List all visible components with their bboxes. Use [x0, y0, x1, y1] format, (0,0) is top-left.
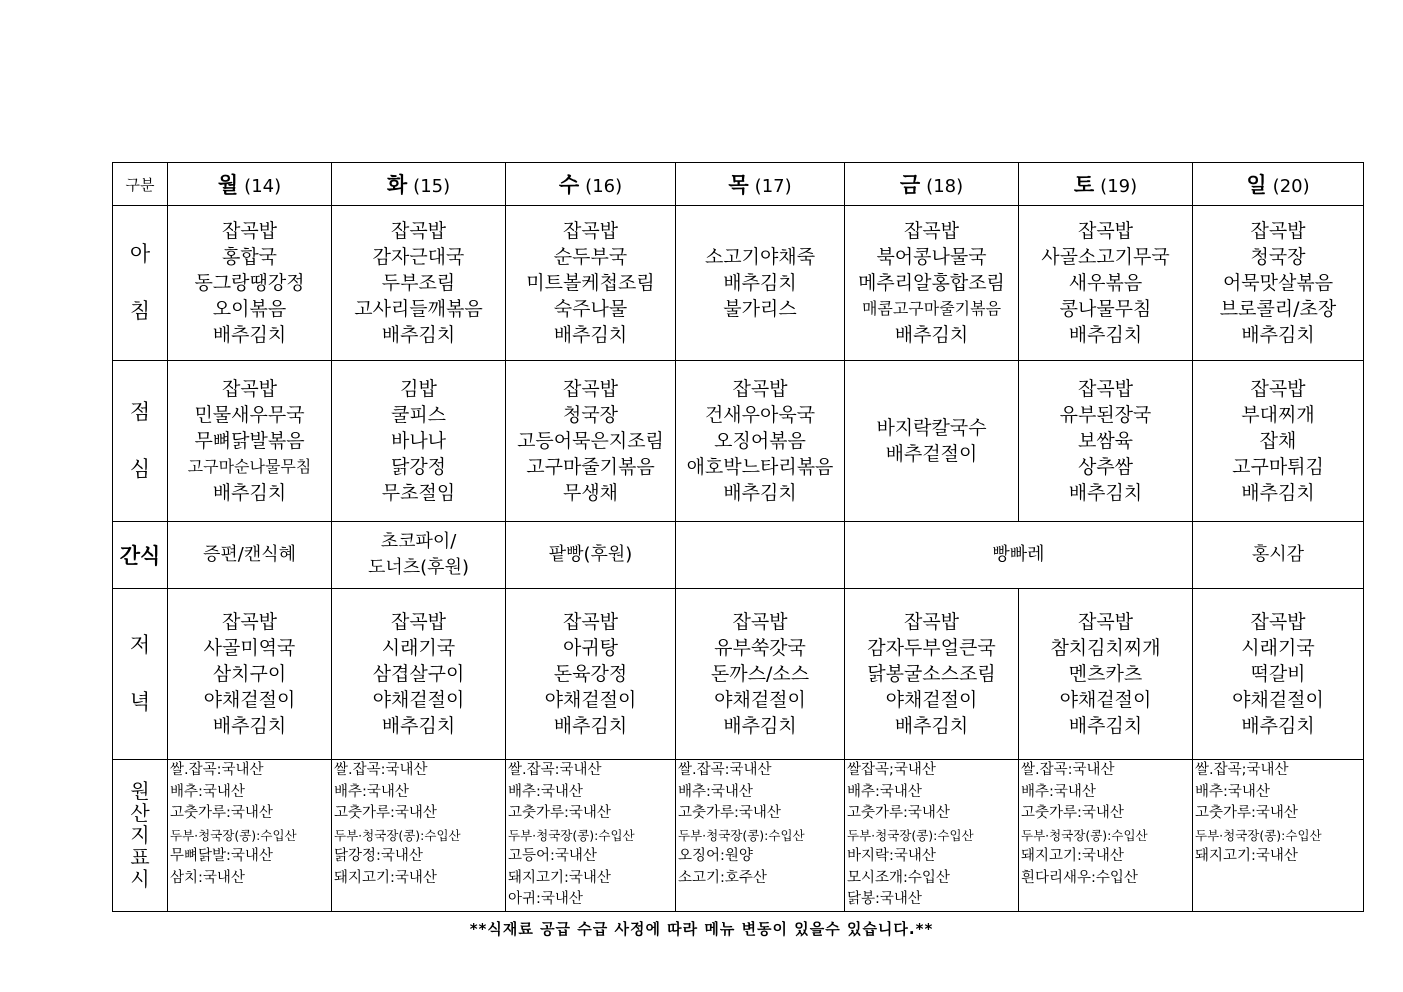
- origin-item: 고춧가루:국내산: [847, 805, 950, 821]
- origin-cell-wed: [506, 760, 676, 912]
- menu-item: 시래기국: [1241, 637, 1315, 659]
- menu-item: 잡곡밥: [732, 611, 788, 633]
- lunch-row: [113, 361, 1364, 522]
- menu-item: 삼치구이: [212, 663, 287, 685]
- dinner-cell-tue: [332, 589, 506, 760]
- origin-item: 닭강정:국내산: [334, 848, 423, 864]
- day-name: 금: [899, 173, 921, 197]
- origin-item: 무뼈닭발:국내산: [170, 848, 273, 864]
- breakfast-row: [113, 206, 1364, 361]
- menu-item: 불가리스: [723, 298, 797, 320]
- day-number: (18): [926, 176, 964, 197]
- menu-item: 홍합국: [221, 246, 278, 268]
- menu-item: 감자근대국: [372, 246, 465, 268]
- menu-item: 잡곡밥: [562, 220, 619, 242]
- origin-item: 배추:국내산: [678, 783, 753, 800]
- menu-item: 메추리알홍합조림: [858, 272, 1005, 294]
- menu-item: 잡곡밥: [1250, 378, 1306, 400]
- menu-item: 잡곡밥: [903, 611, 960, 633]
- menu-item: 부대찌개: [1241, 404, 1315, 426]
- menu-item: 잡곡밥: [1250, 220, 1306, 242]
- origin-row: [113, 760, 1364, 912]
- origin-item: 닭봉:국내산: [847, 891, 922, 907]
- origin-item: 오징어:원양: [678, 848, 753, 864]
- menu-item: 매콤고구마줄기볶음: [861, 299, 1002, 318]
- menu-item: 야채겉절이: [885, 689, 978, 711]
- menu-item: 소고기야채죽: [704, 246, 816, 268]
- label-char: 지: [130, 823, 150, 848]
- menu-item: 배추김치: [553, 324, 628, 346]
- menu-item: 닭강정: [390, 456, 447, 478]
- menu-item: 야채겉절이: [1232, 689, 1324, 711]
- label-char: 녁: [129, 690, 151, 714]
- menu-item: 사골소고기무국: [1041, 246, 1170, 268]
- origin-item: 쌀.잡곡:국내산: [1021, 762, 1115, 778]
- menu-item: 잡곡밥: [1077, 220, 1134, 242]
- menu-item: 김밥: [400, 378, 437, 400]
- dinner-row: [113, 589, 1364, 760]
- origin-item: 돼지고기:국내산: [1195, 848, 1298, 864]
- menu-item: 아귀탕: [562, 637, 619, 659]
- menu-item: 고사리들깨볶음: [354, 298, 483, 320]
- day-header-thu: [676, 163, 845, 206]
- menu-item: 참치김치찌개: [1050, 637, 1161, 659]
- dinner-cell-fri: [845, 589, 1019, 760]
- menu-item: 잡곡밥: [903, 220, 960, 242]
- origin-item: 돼지고기:국내산: [508, 869, 611, 886]
- menu-item: 돈육강정: [553, 663, 628, 685]
- menu-item: 두부조림: [381, 272, 456, 294]
- origin-item: 돼지고기:국내산: [1021, 848, 1124, 864]
- menu-item: 증편/캔식혜: [202, 544, 296, 565]
- day-number: (17): [754, 176, 792, 197]
- menu-item: 새우볶음: [1068, 272, 1143, 294]
- origin-item: 고춧가루:국내산: [508, 805, 611, 821]
- breakfast-cell-tue: [332, 206, 506, 361]
- menu-item: 시래기국: [381, 637, 456, 659]
- menu-item: 애호박느타리볶음: [686, 456, 834, 478]
- origin-cell-fri: [845, 760, 1019, 912]
- menu-item: 배추김치: [894, 715, 969, 737]
- menu-item: 배추김치: [553, 715, 628, 737]
- menu-item: 야채겉절이: [372, 689, 465, 711]
- menu-item: 북어콩나물국: [876, 246, 987, 268]
- menu-item: 배추김치: [1068, 715, 1143, 737]
- menu-item: 바지락칼국수: [876, 417, 987, 439]
- origin-cell-thu: [676, 760, 845, 912]
- origin-item: 두부·청국장(콩):수입산: [847, 827, 974, 843]
- origin-item: 두부·청국장(콩):수입산: [678, 827, 805, 843]
- snack-cell-sun: [1193, 522, 1364, 589]
- menu-item: 야채겉절이: [714, 689, 806, 711]
- menu-item: 배추김치: [381, 715, 456, 737]
- breakfast-cell-sat: [1019, 206, 1193, 361]
- label-char: 산: [130, 801, 150, 826]
- menu-item: 콩나물무침: [1059, 298, 1152, 320]
- menu-item: 오징어볶음: [714, 430, 806, 452]
- label-char: 표: [130, 845, 150, 870]
- origin-item: 모시조개:수입산: [847, 869, 950, 886]
- lunch-cell-wed: [506, 361, 676, 522]
- menu-item: 잡곡밥: [390, 220, 447, 242]
- origin-item: 쌀.잡곡:국내산: [334, 762, 428, 778]
- snack-cell-tue: [332, 522, 506, 589]
- day-number: (16): [585, 176, 623, 197]
- menu-item: 야채겉절이: [203, 689, 296, 711]
- label-char: 시: [130, 867, 150, 892]
- breakfast-cell-fri: [845, 206, 1019, 361]
- menu-item: 무초절임: [381, 482, 456, 504]
- menu-item: 배추김치: [894, 324, 969, 346]
- origin-item: 쌀.잡곡:국내산: [678, 762, 772, 778]
- day-number: (19): [1100, 176, 1138, 197]
- menu-item: 배추김치: [723, 715, 797, 737]
- lunch-cell-tue: [332, 361, 506, 522]
- menu-item: 잡곡밥: [221, 378, 278, 400]
- origin-item: 두부·청국장(콩):수입산: [1021, 827, 1148, 843]
- menu-item: 삼겹살구이: [372, 663, 465, 685]
- snack-cell-wed: [506, 522, 676, 589]
- menu-item: 청국장: [1250, 246, 1306, 268]
- origin-item: 아귀:국내산: [508, 891, 583, 907]
- menu-item: 잡곡밥: [221, 611, 278, 633]
- header-row: [113, 163, 1364, 206]
- menu-item: 야채겉절이: [1059, 689, 1152, 711]
- menu-item: 잡곡밥: [562, 611, 619, 633]
- origin-item: 배추:국내산: [334, 783, 409, 800]
- day-header-wed: [506, 163, 676, 206]
- origin-item: 쌀.잡곡:국내산: [170, 762, 264, 778]
- menu-item: 고구마줄기볶음: [526, 456, 655, 478]
- origin-item: 배추:국내산: [170, 783, 245, 800]
- menu-item: 고등어묵은지조림: [517, 430, 664, 452]
- menu-item: 잡곡밥: [732, 378, 788, 400]
- dinner-cell-wed: [506, 589, 676, 760]
- snack-cell-mon: [168, 522, 332, 589]
- weekly-menu-table: [112, 162, 1364, 912]
- dinner-cell-sun: [1193, 589, 1364, 760]
- origin-cell-tue: [332, 760, 506, 912]
- origin-item: 삼치:국내산: [170, 869, 245, 886]
- dinner-label: [113, 589, 168, 760]
- lunch-cell-sat: [1019, 361, 1193, 522]
- menu-item: 어묵맛살볶음: [1222, 272, 1334, 294]
- menu-item: 숙주나물: [553, 298, 628, 320]
- menu-item: 보쌈육: [1077, 430, 1134, 452]
- snack-cell-thu: [676, 522, 845, 589]
- menu-item: 오이볶음: [212, 298, 287, 320]
- origin-item: 고춧가루:국내산: [334, 805, 437, 821]
- day-name: 목: [728, 173, 749, 197]
- lunch-cell-mon: [168, 361, 332, 522]
- menu-item: 잡채: [1259, 430, 1297, 452]
- label-char: 점: [129, 399, 151, 424]
- corner-label: 구분: [113, 163, 168, 206]
- menu-item: 배추김치: [1241, 324, 1315, 346]
- menu-item: 배추김치: [381, 324, 456, 346]
- menu-item: 잡곡밥: [562, 378, 619, 400]
- origin-item: 배추:국내산: [1195, 783, 1270, 800]
- day-header-mon: [168, 163, 332, 206]
- lunch-cell-fri: [845, 361, 1019, 522]
- menu-item: 감자두부얼큰국: [867, 637, 996, 659]
- origin-item: 돼지고기:국내산: [334, 869, 437, 886]
- breakfast-cell-thu: [676, 206, 845, 361]
- origin-label: [113, 760, 168, 912]
- day-number: (20): [1272, 176, 1310, 197]
- lunch-cell-thu: [676, 361, 845, 522]
- menu-item: 배추겉절이: [885, 443, 978, 465]
- origin-item: 두부·청국장(콩):수입산: [508, 827, 635, 843]
- lunch-label: [113, 361, 168, 522]
- menu-item: 돈까스/소스: [710, 663, 810, 685]
- origin-cell-sun: [1193, 760, 1364, 912]
- day-name: 토: [1073, 173, 1095, 197]
- origin-item: 배추:국내산: [1021, 783, 1096, 800]
- menu-item: 배추김치: [723, 272, 797, 294]
- menu-item: 배추김치: [212, 324, 287, 346]
- menu-item: 유부된장국: [1059, 404, 1152, 426]
- breakfast-cell-sun: [1193, 206, 1364, 361]
- dinner-cell-mon: [168, 589, 332, 760]
- origin-item: 쌀.잡곡;국내산: [1195, 762, 1289, 778]
- menu-item: 멘츠카츠: [1068, 663, 1143, 685]
- menu-item: 건새우아욱국: [704, 404, 816, 426]
- menu-item: 배추김치: [1241, 715, 1315, 737]
- day-name: 수: [558, 173, 580, 197]
- menu-item: 떡갈비: [1250, 663, 1306, 685]
- label-char: 침: [129, 299, 151, 323]
- day-header-tue: [332, 163, 506, 206]
- label-char: 심: [129, 457, 151, 481]
- menu-item: 민물새우무국: [194, 404, 305, 426]
- day-header-fri: [845, 163, 1019, 206]
- menu-item: 배추김치: [212, 482, 287, 504]
- origin-item: 두부·청국장(콩):수입산: [1195, 827, 1322, 843]
- menu-item: 유부쑥갓국: [714, 637, 806, 659]
- origin-item: 배추:국내산: [508, 783, 583, 800]
- menu-item: 도너츠(후원): [368, 557, 469, 578]
- menu-item: 무생채: [562, 482, 619, 504]
- origin-item: 고춧가루:국내산: [170, 805, 273, 821]
- origin-item: 두부·청국장(콩):수입산: [170, 827, 297, 843]
- menu-item: 상추쌈: [1077, 456, 1134, 478]
- menu-item: 배추김치: [212, 715, 287, 737]
- menu-item: 고구마순나물무침: [187, 457, 312, 476]
- label-char: 저: [129, 632, 151, 657]
- menu-change-footnote: **식재료 공급 수급 사정에 따라 메뉴 변동이 있을수 있습니다.**: [469, 920, 934, 938]
- menu-item: 순두부국: [553, 246, 628, 268]
- menu-item: 잡곡밥: [1077, 611, 1134, 633]
- menu-item: 잡곡밥: [221, 220, 278, 242]
- lunch-cell-sun: [1193, 361, 1364, 522]
- menu-item: 무뼈닭발볶음: [194, 430, 305, 452]
- day-number: (15): [413, 176, 451, 197]
- origin-item: 바지락:국내산: [847, 848, 936, 864]
- origin-item: 흰다리새우:수입산: [1021, 869, 1138, 886]
- origin-item: 두부·청국장(콩):수입산: [334, 827, 461, 843]
- breakfast-cell-mon: [168, 206, 332, 361]
- menu-item: 잡곡밥: [1250, 611, 1306, 633]
- menu-item: 청국장: [562, 404, 619, 426]
- day-header-sat: [1019, 163, 1193, 206]
- origin-item: 배추:국내산: [847, 783, 922, 800]
- origin-cell-sat: [1019, 760, 1193, 912]
- day-name: 일: [1246, 173, 1267, 197]
- menu-item: 홍시감: [1251, 544, 1305, 565]
- origin-item: 고춧가루:국내산: [1195, 805, 1298, 821]
- origin-item: 쌀.잡곡:국내산: [508, 762, 602, 778]
- snack-row: [113, 522, 1364, 589]
- menu-item: 빵빠레: [992, 544, 1045, 565]
- day-number: (14): [244, 176, 282, 197]
- origin-item: 고등어:국내산: [508, 848, 597, 864]
- origin-item: 소고기:호주산: [678, 869, 767, 886]
- label-char: 아: [129, 241, 151, 266]
- breakfast-cell-wed: [506, 206, 676, 361]
- menu-item: 미트볼케첩조림: [526, 272, 655, 294]
- dinner-cell-thu: [676, 589, 845, 760]
- origin-item: 고춧가루:국내산: [1021, 805, 1124, 821]
- menu-item: 초코파이/: [380, 531, 457, 552]
- origin-cell-mon: [168, 760, 332, 912]
- menu-item: 동그랑땡강정: [194, 272, 305, 294]
- origin-item: 고춧가루:국내산: [678, 805, 781, 821]
- menu-item: 닭봉굴소스조림: [867, 663, 996, 685]
- snack-label: 간식: [113, 522, 168, 589]
- dinner-cell-sat: [1019, 589, 1193, 760]
- menu-item: 잡곡밥: [1077, 378, 1134, 400]
- menu-item: 배추김치: [1241, 482, 1315, 504]
- label-char: 원: [130, 779, 150, 804]
- menu-item: 야채겉절이: [544, 689, 637, 711]
- menu-item: 바나나: [390, 430, 447, 452]
- menu-item: 브로콜리/초장: [1219, 298, 1337, 320]
- day-name: 화: [386, 173, 408, 197]
- day-header-sun: [1193, 163, 1364, 206]
- breakfast-label: [113, 206, 168, 361]
- day-name: 월: [217, 173, 239, 197]
- menu-item: 고구마튀김: [1232, 456, 1324, 478]
- menu-item: 배추김치: [1068, 482, 1143, 504]
- menu-item: 배추김치: [1068, 324, 1143, 346]
- menu-item: 배추김치: [723, 482, 797, 504]
- menu-item: 팥빵(후원): [548, 544, 633, 565]
- snack-cell-fri-sat: [845, 522, 1193, 589]
- menu-item: 사골미역국: [203, 637, 296, 659]
- origin-item: 쌀잡곡;국내산: [847, 762, 936, 778]
- menu-item: 쿨피스: [390, 404, 447, 426]
- menu-item: 잡곡밥: [390, 611, 447, 633]
